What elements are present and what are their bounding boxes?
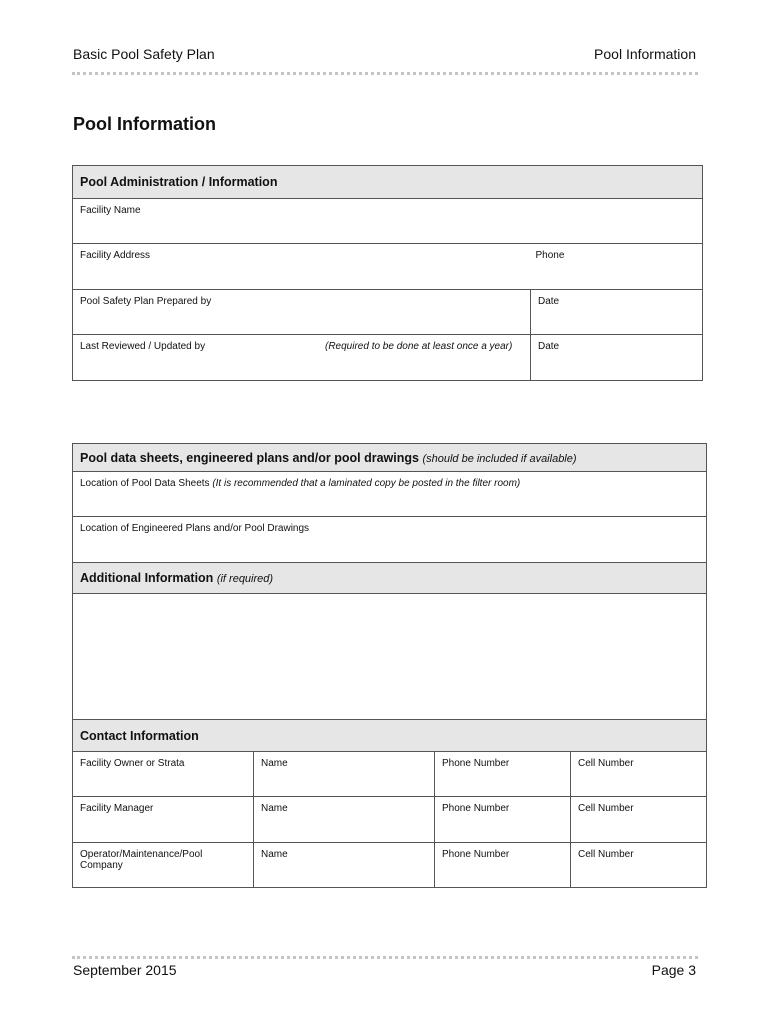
location-data-sheets-note: (It is recommended that a laminated copy be posted in the filter room) bbox=[212, 478, 521, 489]
additional-heading: Additional Information bbox=[80, 571, 214, 585]
contact-name-field[interactable] bbox=[254, 752, 435, 797]
data-sheets-heading-note: (should be included if available) bbox=[422, 452, 577, 465]
additional-information-field[interactable] bbox=[73, 594, 707, 720]
page-title: Pool Information bbox=[73, 114, 216, 134]
contact-row bbox=[73, 843, 707, 888]
facility-address-label: Facility Address bbox=[80, 250, 151, 261]
last-reviewed-field[interactable] bbox=[73, 335, 531, 381]
reviewed-date-label: Date bbox=[538, 341, 560, 352]
footer-date: September 2015 bbox=[73, 962, 177, 978]
review-frequency-note: (Required to be done at least once a year) bbox=[325, 341, 513, 352]
reviewed-date-field[interactable] bbox=[531, 335, 703, 381]
contact-phone-label: Phone Number bbox=[442, 803, 510, 814]
contact-cell-field[interactable] bbox=[571, 843, 707, 888]
contact-phone-field[interactable] bbox=[435, 843, 571, 888]
contact-name-label: Name bbox=[261, 758, 288, 769]
additional-heading-note: (if required) bbox=[216, 573, 274, 585]
location-plans-field[interactable] bbox=[73, 517, 707, 563]
phone-label: Phone bbox=[535, 250, 565, 261]
pool-administration-table bbox=[72, 165, 703, 381]
contact-cell-field[interactable] bbox=[571, 797, 707, 843]
contact-name-field[interactable] bbox=[254, 797, 435, 843]
header-doc-title: Basic Pool Safety Plan bbox=[73, 46, 215, 62]
contact-role: Facility Owner or Strata bbox=[73, 752, 254, 797]
page-number: Page 3 bbox=[651, 962, 696, 978]
data-sheets-heading: Pool data sheets, engineered plans and/or pool drawings bbox=[80, 450, 419, 465]
section-heading-contacts: Contact Information bbox=[73, 720, 707, 752]
section-heading-administration: Pool Administration / Information bbox=[73, 166, 703, 199]
facility-name-label: Facility Name bbox=[80, 205, 141, 216]
last-reviewed-label: Last Reviewed / Updated by bbox=[80, 341, 206, 352]
contact-role: Facility Manager bbox=[73, 797, 254, 843]
contact-phone-label: Phone Number bbox=[442, 758, 510, 769]
contact-row bbox=[73, 752, 707, 797]
contact-cell-label: Cell Number bbox=[578, 849, 634, 860]
contact-cell-field[interactable] bbox=[571, 752, 707, 797]
section-heading-data-sheets bbox=[73, 444, 707, 472]
contact-cell-label: Cell Number bbox=[578, 758, 634, 769]
location-data-sheets-label: Location of Pool Data Sheets bbox=[80, 478, 210, 489]
contact-role: Operator/Maintenance/Pool Company bbox=[73, 843, 254, 888]
prepared-by-field[interactable] bbox=[73, 290, 531, 335]
pool-data-and-contacts-table bbox=[72, 443, 707, 888]
contact-phone-label: Phone Number bbox=[442, 849, 510, 860]
facility-address-field[interactable] bbox=[73, 244, 531, 290]
contact-row bbox=[73, 797, 707, 843]
prepared-date-field[interactable] bbox=[531, 290, 703, 335]
contact-phone-field[interactable] bbox=[435, 797, 571, 843]
prepared-date-label: Date bbox=[538, 296, 560, 307]
phone-field[interactable] bbox=[531, 244, 703, 290]
contact-phone-field[interactable] bbox=[435, 752, 571, 797]
contact-name-label: Name bbox=[261, 849, 288, 860]
contact-name-field[interactable] bbox=[254, 843, 435, 888]
location-plans-label: Location of Engineered Plans and/or Pool Drawings bbox=[80, 523, 310, 534]
section-heading-additional bbox=[73, 563, 707, 594]
contact-name-label: Name bbox=[261, 803, 288, 814]
footer-divider bbox=[72, 956, 698, 959]
location-data-sheets-field[interactable] bbox=[73, 472, 707, 517]
header-section-title: Pool Information bbox=[594, 46, 696, 62]
prepared-by-label: Pool Safety Plan Prepared by bbox=[80, 296, 212, 307]
header-divider bbox=[72, 72, 698, 75]
facility-name-field[interactable] bbox=[73, 199, 703, 244]
contact-cell-label: Cell Number bbox=[578, 803, 634, 814]
